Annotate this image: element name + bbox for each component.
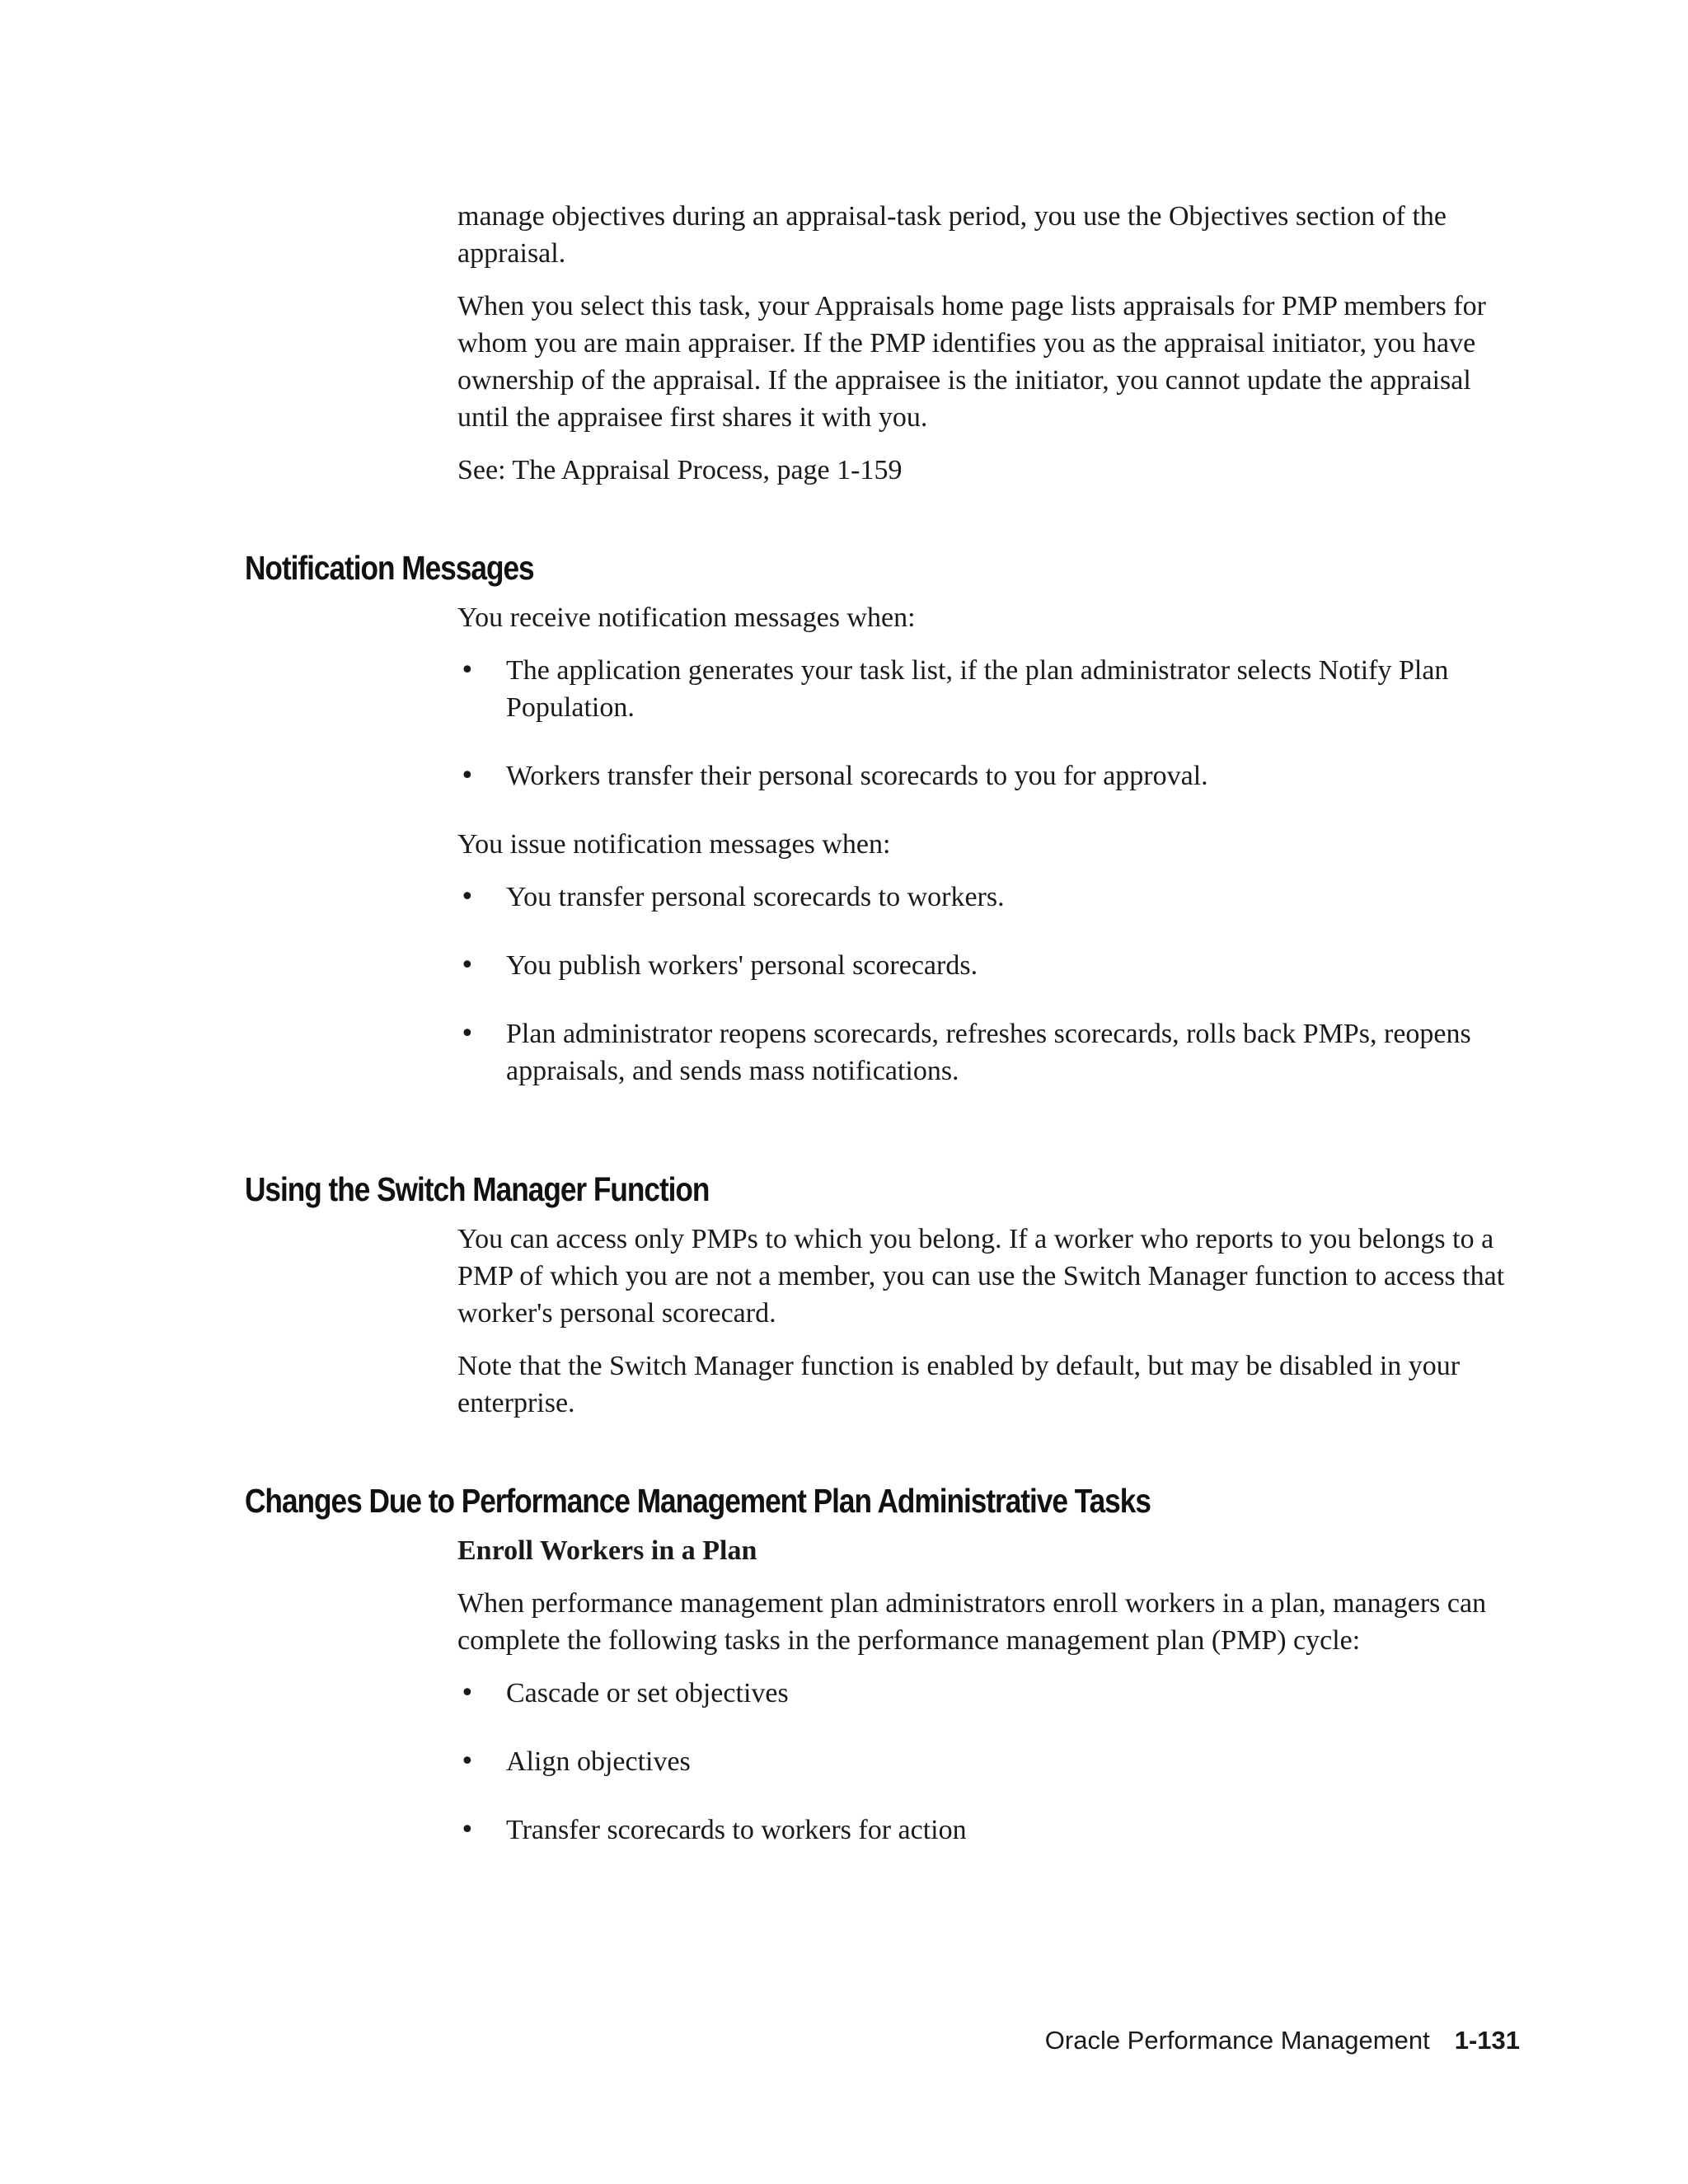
switch-manager-heading: Using the Switch Manager Function xyxy=(245,1170,710,1208)
intro-section xyxy=(457,198,1521,489)
list-item: • Plan administrator reopens scorecards, refreshes scorecards, rolls back PMPs, reopens appraisals, and sends mass notifications. xyxy=(457,1015,1521,1090)
page-number: 1-131 xyxy=(1454,2026,1520,2055)
issue-list xyxy=(457,879,1521,1090)
intro-paragraph: When you select this task, your Appraisals home page lists appraisals for PMP members for whom you are main appraiser. If the PMP identifies you as the appraisal initiator, you have ownership of the appraisal. If the appraisee is the initiator, you cannot update the appraisal until the appraisee first shares it with you. xyxy=(457,291,1487,433)
list-item: • Transfer scorecards to workers for action xyxy=(457,1811,1521,1849)
switch-manager-paragraph: You can access only PMPs to which you belong. If a worker who reports to you belongs to a PMP of which you are not a member, you can use the Switch Manager function to access that worker's personal scorecard. xyxy=(457,1224,1505,1329)
receive-list xyxy=(457,652,1521,794)
footer-title: Oracle Performance Management xyxy=(1044,2026,1430,2055)
intro-continued-paragraph: manage objectives during an appraisal-task period, you use the Objectives section of the appraisal. xyxy=(457,201,1447,269)
switch-manager-note: Note that the Switch Manager function is enabled by default, but may be disabled in your enterprise. xyxy=(457,1351,1461,1418)
receive-intro: You receive notification messages when: xyxy=(457,602,916,633)
list-item: • Align objectives xyxy=(457,1743,1521,1780)
manager-tasks-list xyxy=(457,1675,1521,1849)
issue-intro: You issue notification messages when: xyxy=(457,829,891,860)
list-item: • You transfer personal scorecards to workers. xyxy=(457,879,1521,916)
changes-section xyxy=(457,1532,1521,1849)
switch-manager-section xyxy=(457,1221,1521,1422)
list-item: • The application generates your task list, if the plan administrator selects Notify Plan Population. xyxy=(457,652,1521,726)
page-footer xyxy=(1045,2024,1520,2057)
see-also-reference: See: The Appraisal Process, page 1-159 xyxy=(457,455,903,485)
enroll-workers-subheading: Enroll Workers in a Plan xyxy=(457,1535,757,1566)
notification-section xyxy=(457,599,1521,1090)
changes-paragraph: When performance management plan administrators enroll workers in a plan, managers can complete the following tasks in the performance management plan (PMP) cycle: xyxy=(457,1588,1487,1656)
list-item: • Cascade or set objectives xyxy=(457,1675,1521,1712)
notification-messages-heading: Notification Messages xyxy=(245,549,534,587)
changes-heading: Changes Due to Performance Management Plan Administrative Tasks xyxy=(245,1482,1151,1520)
list-item: • Workers transfer their personal scorecards to you for approval. xyxy=(457,757,1521,794)
list-item: • You publish workers' personal scorecards. xyxy=(457,947,1521,984)
